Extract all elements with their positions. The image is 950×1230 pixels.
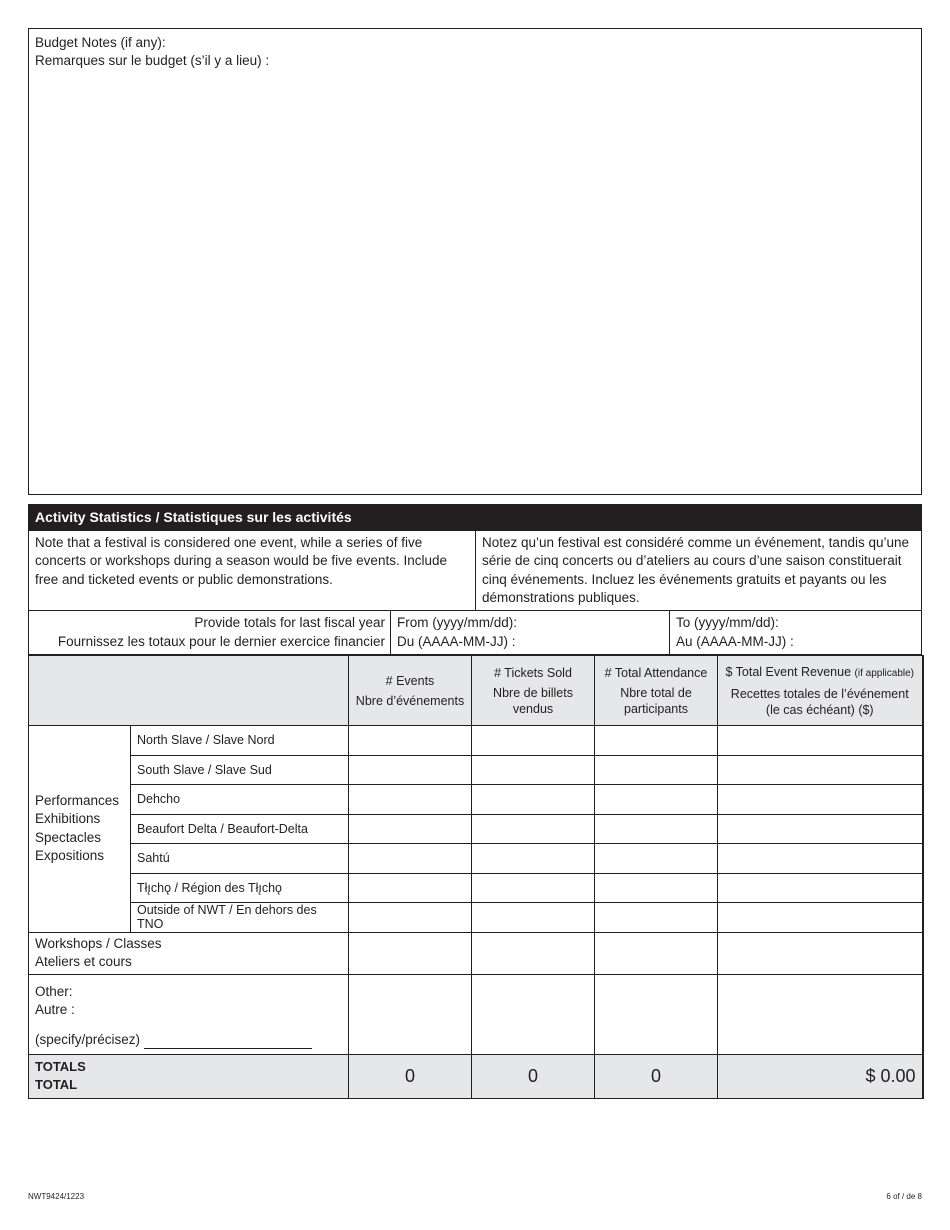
- attendance-column-header: [595, 656, 718, 726]
- attendance-input[interactable]: [595, 873, 718, 903]
- table-row: [29, 844, 923, 874]
- totals-label-fr: TOTAL: [35, 1077, 78, 1092]
- to-date-label-en: To (yyyy/mm/dd):: [676, 615, 779, 630]
- from-date-field[interactable]: [391, 611, 670, 654]
- tickets-input[interactable]: [472, 814, 595, 844]
- region-beaufort-delta: Beaufort Delta / Beaufort-Delta: [131, 814, 349, 844]
- attendance-input[interactable]: [595, 814, 718, 844]
- other-label: [29, 974, 349, 1054]
- attendance-input[interactable]: [595, 844, 718, 874]
- revenue-input[interactable]: [718, 785, 923, 815]
- events-input[interactable]: [349, 932, 472, 974]
- tickets-column-header: [472, 656, 595, 726]
- expositions-label: Expositions: [35, 848, 105, 864]
- attendance-input[interactable]: [595, 974, 718, 1054]
- table-row: [29, 873, 923, 903]
- tickets-input[interactable]: [472, 873, 595, 903]
- performances-group-label: [29, 726, 131, 933]
- totals-label-en: TOTALS: [35, 1059, 86, 1074]
- table-row: [29, 932, 923, 974]
- revenue-header-note: (if applicable): [854, 667, 915, 679]
- activity-statistics-table: [28, 655, 924, 1099]
- to-date-field[interactable]: [670, 611, 921, 654]
- revenue-input[interactable]: [718, 903, 923, 933]
- workshops-label-fr: Ateliers et cours: [35, 954, 132, 969]
- workshops-label: [29, 932, 349, 974]
- tickets-input[interactable]: [472, 903, 595, 933]
- attendance-input[interactable]: [595, 785, 718, 815]
- festival-note-fr: Notez qu’un festival est considéré comme un événement, tandis qu’une série de cinq concerts ou d’ateliers au cours d’une saison constituerait cinq événements. Incluez les événements gratuits et payants ou les démonstrations publiques.: [482, 535, 909, 605]
- total-revenue: $ 0.00: [718, 1054, 923, 1098]
- festival-note-row: [28, 531, 922, 611]
- festival-note-en: Note that a festival is considered one event, while a series of five concerts or workshops during a season would be five events. Include free and ticketed events or public demonstrations.: [29, 531, 476, 610]
- revenue-input[interactable]: [718, 844, 923, 874]
- revenue-header-en: $ Total Event Revenue: [725, 664, 852, 679]
- events-input[interactable]: [349, 726, 472, 756]
- attendance-header-en: # Total Attendance: [604, 665, 708, 680]
- attendance-header-fr: Nbre total de participants: [620, 685, 692, 716]
- totals-row: [29, 1054, 923, 1098]
- from-date-label-fr: Du (AAAA-MM-JJ) :: [397, 634, 516, 649]
- revenue-header-fr: Recettes totales de l’événement (le cas échéant) ($): [730, 686, 909, 717]
- from-date-label-en: From (yyyy/mm/dd):: [397, 615, 517, 630]
- attendance-input[interactable]: [595, 726, 718, 756]
- table-row: [29, 814, 923, 844]
- form-code: NWT9424/1223: [28, 1192, 85, 1201]
- attendance-input[interactable]: [595, 932, 718, 974]
- table-header-row: [29, 656, 923, 726]
- fiscal-period-label-fr: Fournissez les totaux pour le dernier exercice financier: [57, 634, 385, 649]
- events-input[interactable]: [349, 844, 472, 874]
- table-row: [29, 726, 923, 756]
- events-header-fr: Nbre d’événements: [355, 693, 465, 708]
- attendance-input[interactable]: [595, 903, 718, 933]
- events-input[interactable]: [349, 814, 472, 844]
- budget-notes-label-fr: Remarques sur le budget (s’il y a lieu) :: [35, 53, 270, 68]
- region-outside-nwt: Outside of NWT / En dehors des TNO: [131, 903, 349, 933]
- total-events: 0: [349, 1054, 472, 1098]
- workshops-label-en: Workshops / Classes: [35, 936, 162, 951]
- table-row: [29, 755, 923, 785]
- revenue-input[interactable]: [718, 814, 923, 844]
- events-header-en: # Events: [385, 673, 435, 688]
- header-blank-cell: [29, 656, 349, 726]
- region-tlicho: Tłı̨chǫ / Région des Tłı̨chǫ: [131, 873, 349, 903]
- events-input[interactable]: [349, 903, 472, 933]
- to-date-label-fr: Au (AAAA-MM-JJ) :: [676, 634, 794, 649]
- fiscal-period-row: [28, 611, 922, 655]
- region-dehcho: Dehcho: [131, 785, 349, 815]
- tickets-input[interactable]: [472, 726, 595, 756]
- revenue-input[interactable]: [718, 755, 923, 785]
- tickets-input[interactable]: [472, 932, 595, 974]
- performances-label: Performances: [35, 792, 120, 808]
- events-column-header: [349, 656, 472, 726]
- budget-notes-label-en: Budget Notes (if any):: [35, 35, 166, 50]
- exhibitions-label: Exhibitions: [35, 811, 101, 827]
- tickets-header-fr: Nbre de billets vendus: [493, 685, 573, 716]
- specify-label: (specify/précisez): [35, 1032, 141, 1047]
- tickets-input[interactable]: [472, 844, 595, 874]
- events-input[interactable]: [349, 785, 472, 815]
- specify-input[interactable]: [144, 1035, 312, 1049]
- tickets-input[interactable]: [472, 785, 595, 815]
- revenue-input[interactable]: [718, 873, 923, 903]
- table-row: [29, 903, 923, 933]
- total-attendance: 0: [595, 1054, 718, 1098]
- total-tickets: 0: [472, 1054, 595, 1098]
- table-row: [29, 974, 923, 1054]
- events-input[interactable]: [349, 873, 472, 903]
- fiscal-period-label: [29, 611, 391, 654]
- tickets-header-en: # Tickets Sold: [494, 665, 572, 680]
- spectacles-label: Spectacles: [35, 829, 102, 845]
- region-sahtu: Sahtú: [131, 844, 349, 874]
- revenue-input[interactable]: [718, 932, 923, 974]
- page-number: 6 of / de 8: [886, 1192, 922, 1201]
- revenue-input[interactable]: [718, 974, 923, 1054]
- events-input[interactable]: [349, 974, 472, 1054]
- tickets-input[interactable]: [472, 755, 595, 785]
- other-label-fr: Autre :: [35, 1002, 75, 1017]
- region-south-slave: South Slave / Slave Sud: [131, 755, 349, 785]
- fiscal-period-label-en: Provide totals for last fiscal year: [194, 615, 385, 630]
- tickets-input[interactable]: [472, 974, 595, 1054]
- activity-statistics-header: Activity Statistics / Statistiques sur les activités: [28, 504, 922, 531]
- attendance-input[interactable]: [595, 755, 718, 785]
- revenue-input[interactable]: [718, 726, 923, 756]
- region-north-slave: North Slave / Slave Nord: [131, 726, 349, 756]
- events-input[interactable]: [349, 755, 472, 785]
- other-label-en: Other:: [35, 984, 73, 999]
- specify-row: [35, 1031, 342, 1049]
- revenue-column-header: [718, 656, 923, 726]
- totals-label: [29, 1054, 349, 1098]
- budget-notes-box[interactable]: [28, 28, 922, 495]
- table-row: [29, 785, 923, 815]
